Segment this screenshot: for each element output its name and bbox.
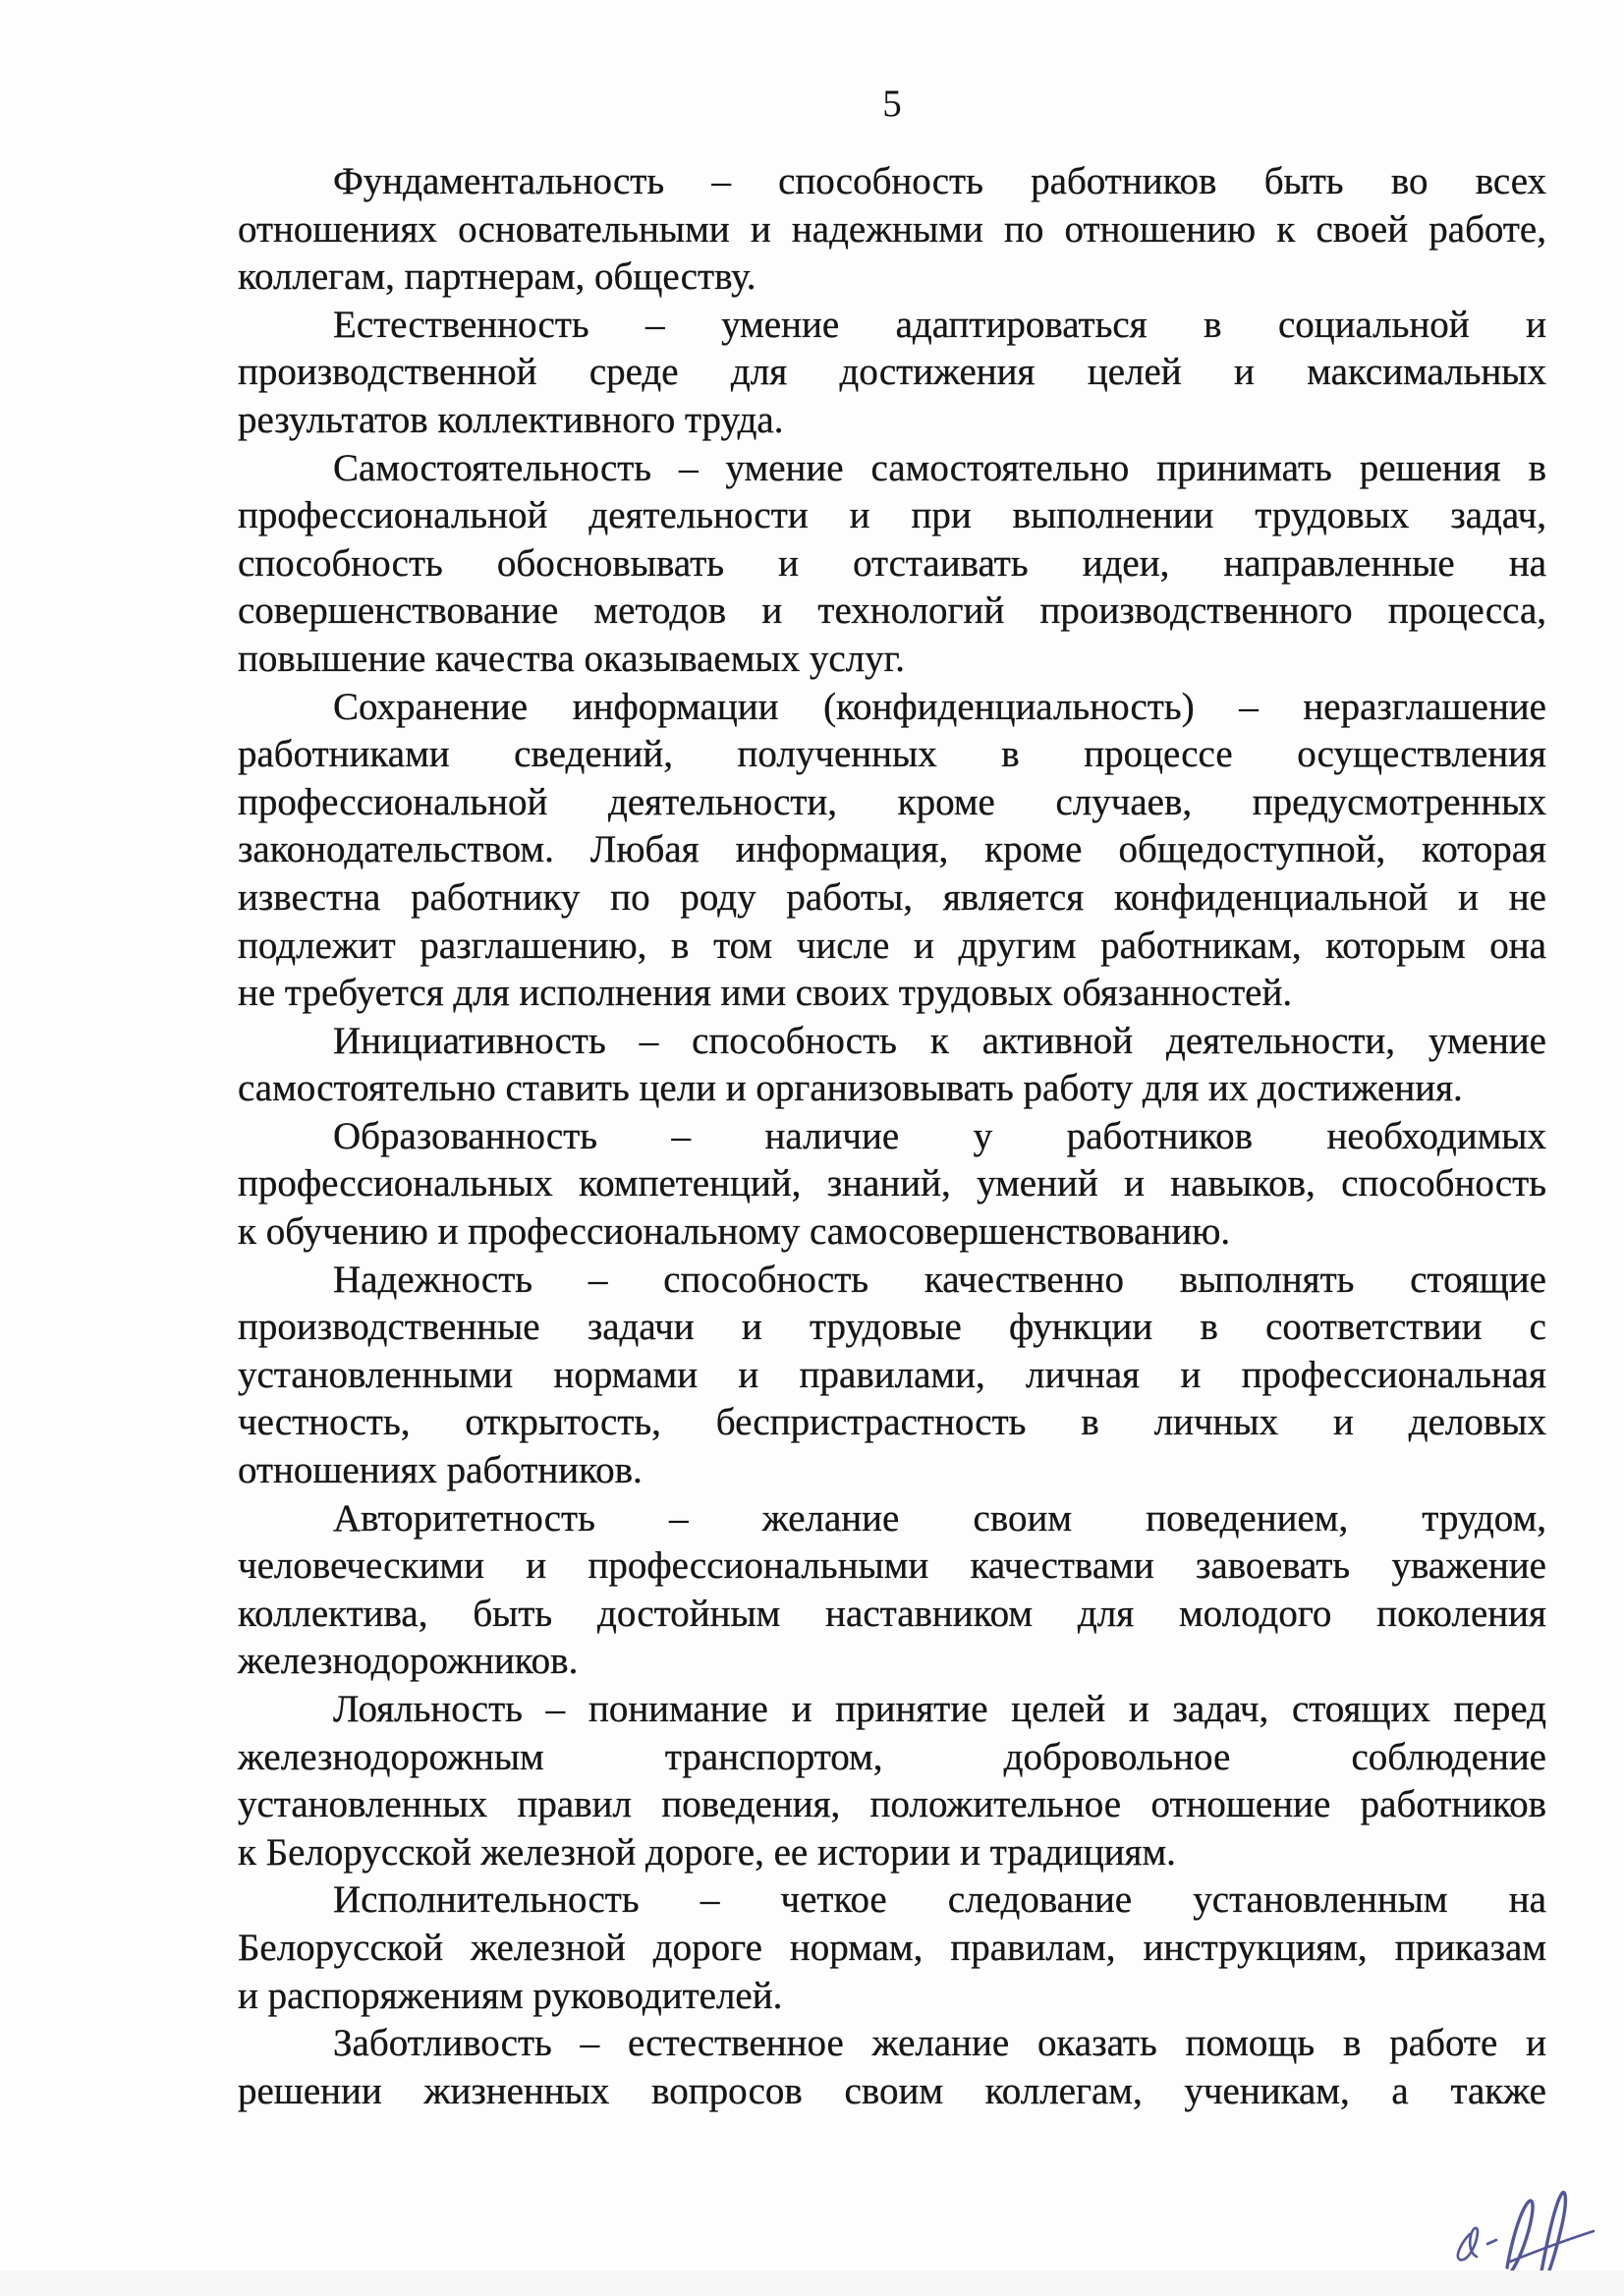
text-line: установленными нормами и правилами, личная и профессиональная xyxy=(238,1353,1546,1396)
text-line: Лояльность – понимание и принятие целей и задач, стоящих перед xyxy=(333,1688,1546,1730)
text-line: к Белорусской железной дороге, ее истории и традициям. xyxy=(238,1830,1176,1874)
text-line: Самостоятельность – умение самостоятельно принимать решения в xyxy=(333,446,1546,489)
scan-edge-shadow xyxy=(0,2270,1624,2296)
text-line: коллектива, быть достойным наставником для молодого поколения xyxy=(238,1592,1546,1635)
text-line: самостоятельно ставить цели и организовывать работу для их достижения. xyxy=(238,1067,1463,1110)
text-line: установленных правил поведения, положительное отношение работников xyxy=(238,1783,1546,1826)
text-line: Заботливость – естественное желание оказать помощь в работе и xyxy=(333,2022,1546,2065)
text-line: совершенствование методов и технологий производственного процесса, xyxy=(238,589,1546,633)
text-line: результатов коллективного труда. xyxy=(238,398,784,441)
text-line: человеческими и профессиональными качествами завоевать уважение xyxy=(238,1544,1546,1588)
text-line: решении жизненных вопросов своим коллегам, ученикам, а также xyxy=(238,2069,1546,2112)
text-line: Естественность – умение адаптироваться в социальной и xyxy=(333,303,1546,346)
text-line: профессиональной деятельности, кроме случаев, предусмотренных xyxy=(238,780,1546,823)
text-line: Сохранение информации (конфиденциальность) – неразглашение xyxy=(333,685,1546,728)
text-line: Фундаментальность – способность работников быть во всех xyxy=(333,160,1546,202)
text-line: работниками сведений, полученных в процессе осуществления xyxy=(238,733,1546,776)
text-line: способность обосновывать и отстаивать идеи, направленные на xyxy=(238,541,1546,585)
text-line: производственной среде для достижения целей и максимальных xyxy=(238,351,1546,394)
text-line: железнодорожным транспортом, добровольное соблюдение xyxy=(238,1735,1546,1778)
text-line: честность, открытость, беспристрастность в личных и деловых xyxy=(238,1401,1546,1444)
text-line: известна работнику по роду работы, является конфиденциальной и не xyxy=(238,875,1546,919)
page-number: 5 xyxy=(882,83,902,125)
text-line: Инициативность – способность к активной деятельности, умение xyxy=(333,1019,1546,1062)
text-line: отношениях работников. xyxy=(238,1449,643,1492)
document-text xyxy=(238,158,1546,2115)
text-line: подлежит разглашению, в том числе и другим работникам, которым она xyxy=(238,924,1546,967)
text-line: не требуется для исполнения ими своих трудовых обязанностей. xyxy=(238,972,1293,1015)
text-line: Образованность – наличие у работников необходимых xyxy=(333,1114,1546,1157)
text-line: Исполнительность – четкое следование установленным на xyxy=(333,1878,1546,1922)
text-line: и распоряжениям руководителей. xyxy=(238,1974,783,2017)
text-line: отношениях основательными и надежными по отношению к своей работе, xyxy=(238,207,1546,251)
text-line: железнодорожников. xyxy=(238,1640,579,1683)
text-line: Надежность – способность качественно выполнять стоящие xyxy=(333,1258,1546,1301)
text-line: профессиональных компетенций, знаний, умений и навыков, способность xyxy=(238,1162,1546,1205)
text-line: Авторитетность – желание своим поведением, трудом, xyxy=(333,1496,1546,1540)
text-line: профессиональной деятельности и при выполнении трудовых задач, xyxy=(238,494,1546,537)
text-line: коллегам, партнерам, обществу. xyxy=(238,255,756,299)
text-line: повышение качества оказываемых услуг. xyxy=(238,637,905,680)
text-line: производственные задачи и трудовые функции в соответствии с xyxy=(238,1306,1546,1349)
text-line: Белорусской железной дороге нормам, правилам, инструкциям, приказам xyxy=(238,1926,1546,1969)
text-line: законодательством. Любая информация, кроме общедоступной, которая xyxy=(238,828,1546,871)
text-line: к обучению и профессиональному самосовершенствованию. xyxy=(238,1210,1231,1254)
